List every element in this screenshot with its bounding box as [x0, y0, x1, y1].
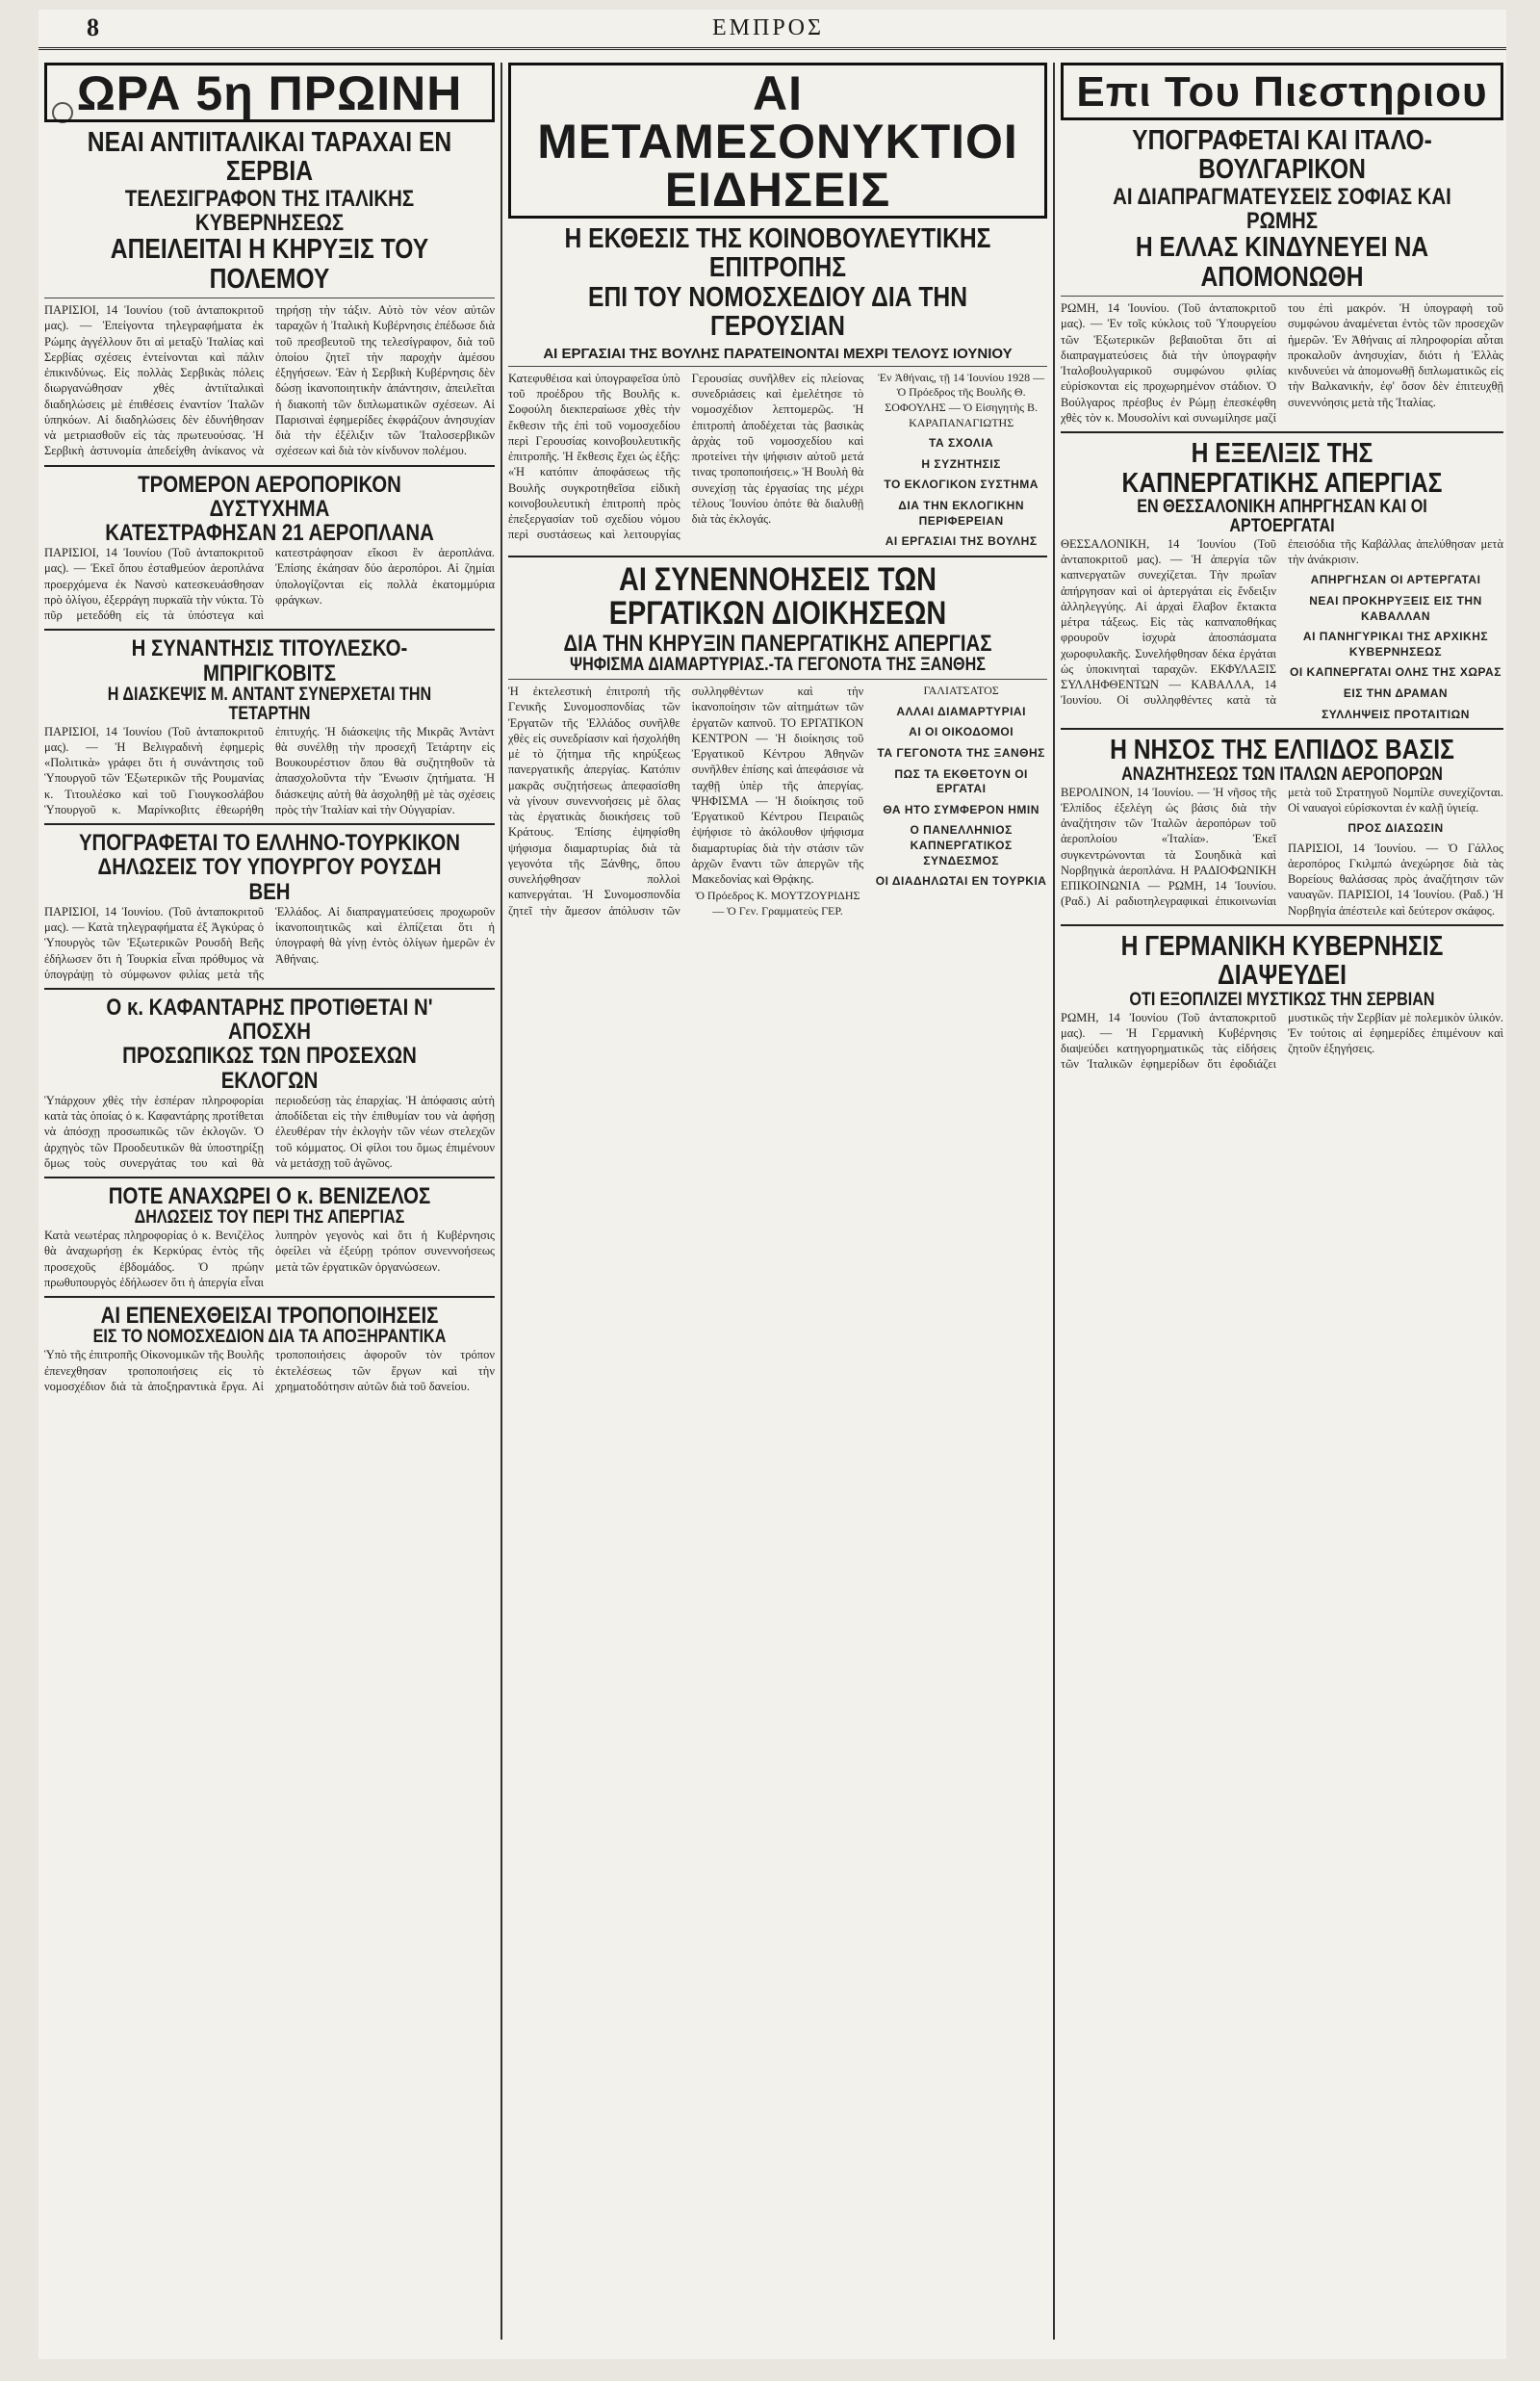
subheadline: ΔΗΛΩΣΕΙΣ ΤΟΥ ΥΠΟΥΡΓΟΥ ΡΟΥΣΔΗ ΒΕΗ	[97, 854, 442, 905]
divider	[44, 988, 495, 990]
newspaper-page	[38, 10, 1506, 2359]
section-heading: Ο ΠΑΝΕΛΛΗΝΙΟΣ ΚΑΠΝΕΡΓΑΤΙΚΟΣ ΣΥΝΔΕΣΜΟΣ	[910, 823, 1013, 867]
article-body: ΡΩΜΗ, 14 Ἰουνίου (Τοῦ ἀνταποκριτοῦ μας). — Ἡ Γερμανικὴ Κυβέρνησις διαψεύδει κατηγορηματικῶς τὰς εἰδήσεις τῶν Ἰταλικῶν ἐφημερίδων ὅτι ἐφοδιάζει μυστικῶς τὴν Σερβίαν μὲ πολεμικὸν ὑλικόν. Ἐν τούτοις αἱ ἐφημερίδες ἐπιμένουν καὶ ζητοῦν ἐξηγήσεις.	[1061, 1010, 1503, 1072]
article-body: ΠΑΡΙΣΙΟΙ, 14 Ἰουνίου (Τοῦ ἀνταποκριτοῦ μας). — Ἐκεῖ ὅπου ἐσταθμεύον ἀεροπλάνα προερχόμενα ἐκ Νανσὺ κατεσκευάσθησαν πρὸ ὀλίγου, ἐξερράγη πυρκαϊὰ τὴν νύκτα. Τὸ πῦρ μετεδόθη εἰς τὰ ὑπόστεγα καὶ κατεστράφησαν εἴκοσι ἓν ἀεροπλάνα. Ἐπίσης ἐκάησαν δύο ἀεροπόροι. Αἱ ζημίαι ὑπολογίζονται εἰς πολλὰ ἑκατομμύρια φράγκων.	[44, 546, 495, 623]
section-heading: ΠΡΟΣ ΔΙΑΣΩΣΙΝ	[1348, 821, 1444, 835]
section-title: ΑΙ ΜΕΤΑΜΕΣΟΝΥΚΤΙΟΙ ΕΙΔΗΣΕΙΣ	[508, 63, 1047, 219]
divider	[508, 556, 1047, 557]
column-divider	[500, 63, 502, 2340]
headline: Η ΝΗΣΟΣ ΤΗΣ ΕΛΠΙΔΟΣ ΒΑΣΙΣ	[1110, 735, 1454, 766]
divider	[44, 629, 495, 631]
headline: Η ΕΛΛΑΣ ΚΙΝΔΥΝΕΥΕΙ ΝΑ ΑΠΟΜΟΝΩΘΗ	[1135, 232, 1429, 293]
section-heading: ΑΙ ΕΡΓΑΣΙΑΙ ΤΗΣ ΒΟΥΛΗΣ	[885, 534, 1038, 549]
left-column	[44, 63, 495, 2340]
section-heading: ΝΕΑΙ ΠΡΟΚΗΡΥΞΕΙΣ ΕΙΣ ΤΗΝ ΚΑΒΑΛΛΑΝ	[1309, 593, 1482, 623]
divider	[1061, 296, 1503, 297]
middle-column	[508, 63, 1047, 2340]
article-body: ΠΑΡΙΣΙΟΙ, 14 Ἰουνίου (Τοῦ ἀνταποκριτοῦ μας). — Ἡ Βελιγραδινὴ ἐφημερὶς «Πολιτικὰ» γράφει ὅτι ἡ συνάντησις τοῦ Ὑπουργοῦ τῶν Ἐξωτερικῶν τῆς Ρουμανίας κ. Τιτουλέσκο καὶ τοῦ Γιουγκοσλάβου Ὑπουργοῦ κ. Μαρίνκοβιτς ἐθεωρήθη ἐπιτυχής. Ἡ διάσκεψις τῆς Μικρᾶς Ἀντὰντ θὰ συνέλθῃ τὴν προσεχῆ Τετάρτην εἰς Βουκουρέστιον ὅπου θὰ συζητηθοῦν τὰ ἀπασχολοῦντα τὴν Ἕνωσιν ζητήματα. Ἡ διάσκεψις αὐτὴ θὰ ἀσχοληθῇ μὲ τὰς σχέσεις πρὸς τὴν Ἰταλίαν καὶ τὴν Οὑγγαρίαν.	[44, 724, 495, 816]
headline: Η ΕΞΕΛΙΞΙΣ ΤΗΣ ΚΑΠΝΕΡΓΑΤΙΚΗΣ ΑΠΕΡΓΙΑΣ	[1121, 438, 1443, 499]
headline: ΑΙ ΕΠΕΝΕΧΘΕΙΣΑΙ ΤΡΟΠΟΠΟΙΗΣΕΙΣ	[100, 1303, 439, 1330]
article-body: ΠΑΡΙΣΙΟΙ, 14 Ἰουνίου (τοῦ ἀνταποκριτοῦ μας). — Ἐπείγοντα τηλεγραφήματα ἐκ Ρώμης ἀγγέλλουν ὅτι αἱ μεταξὺ Ἰταλίας καὶ Σερβίας σχέσεις ἐντείνονται καὶ πάλιν ἐπικινδύνως. Εἰς πολλὰς Σερβικὰς πόλεις διωργανώθησαν χθὲς ἀντιϊταλικαὶ διαδηλώσεις μὲ ἐπιθέσεις ἐναντίον Ἰταλῶν ὑπηκόων. Αἱ διαδηλώσεις δὲν ἐδυνήθησαν νὰ μετριασθοῦν εἰς τὰς πρωτευούσας. Ἡ Σερβικὴ ἀστυνομία ἀπεδείχθη ἀνίκανος νὰ τηρήσῃ τὴν τάξιν. Αὐτὸ τὸν νέον αὐτῶν ταραχῶν ἡ Ἰταλικὴ Κυβέρνησις ἐπέδωσε διὰ τοῦ πρεσβευτοῦ της τελεσίγραφον, διὰ τοῦ ὁποίου ζητεῖ τὴν παροχὴν ἀμέσου ἐξηγήσεων. Ἐὰν ἡ Σερβικὴ Κυβέρνησις δὲν δώσῃ ἱκανοποιητικὴν ἀπάντησιν, ἀπειλεῖται ἡ διακοπὴ τῶν διπλωματικῶν σχέσεων. Αἱ Παρισιναὶ ἐφημερίδες ἐκφράζουν ἀνησυχίαν διὰ τὴν ἐξέλιξιν τῶν Ἰταλοσερβικῶν σχέσεων καὶ διὰ τὸν κίνδυνον πολέμου.	[44, 303, 495, 458]
headline: ΑΙ ΔΙΑΠΡΑΓΜΑΤΕΥΣΕΙΣ ΣΟΦΙΑΣ ΚΑΙ ΡΩΜΗΣ	[1113, 183, 1451, 235]
headline: ΑΙ ΣΥΝΕΝΝΟΗΣΕΙΣ ΤΩΝ ΕΡΓΑΤΙΚΩΝ ΔΙΟΙΚΗΣΕΩΝ	[608, 560, 947, 633]
section-heading: ΤΟ ΕΚΛΟΓΙΚΟΝ ΣΥΣΤΗΜΑ	[884, 478, 1039, 492]
section-heading: ΑΠΗΡΓΗΣΑΝ ΟΙ ΑΡΤΕΡΓΑΤΑΙ	[1310, 573, 1481, 587]
divider	[44, 823, 495, 825]
subheadline: ΚΑΤΕΣΤΡΑΦΗΣΑΝ 21 ΑΕΡΟΠΛΑΝΑ	[105, 520, 434, 546]
article-body	[508, 684, 1047, 919]
divider	[44, 465, 495, 467]
divider	[44, 1296, 495, 1298]
subheadline: ΑΝΑΖΗΤΗΣΕΩΣ ΤΩΝ ΙΤΑΛΩΝ ΑΕΡΟΠΟΡΩΝ	[1121, 763, 1443, 785]
subheadline: ΨΗΦΙΣΜΑ ΔΙΑΜΑΡΤΥΡΙΑΣ.-ΤΑ ΓΕΓΟΝΟΤΑ ΤΗΣ ΞΑΝΘΗΣ	[570, 655, 986, 676]
article-text: ΘΕΣΣΑΛΟΝΙΚΗ, 14 Ἰουνίου (Τοῦ ἀνταποκριτοῦ μας). — Ἡ ἀπεργία τῶν καπνεργατῶν συνεχίζεται. Τὴν πρωΐαν ἀπήργησαν καὶ οἱ ἀρτεργάται εἰς ἔνδειξιν ἀλληλεγγύης. Αἱ ἀρχαὶ ἔλαβον ἔκτακτα μέτρα τάξεως. Εἰς τὰς καπναποθήκας φρουροῦν ἰσχυρὰ ἀποσπάσματα χωροφυλακῆς. Συνελήφθησαν δέκα ἐργάται ὡς ὑποκινηταὶ ταραχῶν. ΕΚΦΥΛΑΞΙΣ ΣΥΛΛΗΦΘΕΝΤΩΝ — ΚΑΒΑΛΛΑ, 14 Ἰουνίου. Οἱ συλληφθέντες κατὰ τὰ ἐπεισόδια τῆς Καβάλλας ἀπελύθησαν μετὰ τὴν ἀνάκρισιν.	[1061, 536, 1503, 708]
divider	[508, 679, 1047, 680]
headline: Ο κ. ΚΑΦΑΝΤΑΡΗΣ ΠΡΟΤΙΘΕΤΑΙ Ν' ΑΠΟΣΧΗ	[106, 995, 433, 1046]
headline: ΝΕΑΙ ΑΝΤΙΙΤΑΛΙΚΑΙ ΤΑΡΑΧΑΙ ΕΝ ΣΕΡΒΙΑ	[87, 127, 452, 188]
article-text: Ἡ ἐκτελεστικὴ ἐπιτροπὴ τῆς Γενικῆς Συνομοσπονδίας τῶν Ἐργατῶν τῆς Ἑλλάδος συνῆλθε χθὲς εἰς συνεδρίασιν καὶ ἠσχολήθη μὲ τὸ ζήτημα τῆς κηρύξεως πανεργατικῆς ἀπεργίας. Κατόπιν μακρᾶς συζητήσεως ἀπεφασίσθη νὰ γίνουν συνεννοήσεις μὲ ὅλας τὰς ἐργατικὰς διοικήσεις τοῦ Κράτους. Ἐπίσης ἐψηφίσθη ψήφισμα διαμαρτυρίας διὰ τὰ γεγονότα τῆς Ξάνθης, ὅπου συνελήφθησαν πολλοὶ καπνεργάται. Ἡ Συνομοσπονδία ζητεῖ τὴν ἄμεσον ἀπόλυσιν τῶν συλληφθέντων καὶ τὴν ἱκανοποίησιν τῶν αἰτημάτων τῶν ἐργατῶν καπνοῦ. ΤΟ ΕΡΓΑΤΙΚΟΝ ΚΕΝΤΡΟΝ — Ἡ διοίκησις τοῦ Ἐργατικοῦ Κέντρου Ἀθηνῶν συνῆλθεν ἐπίσης καὶ ἀπεφάσισε νὰ ταχθῇ ὑπὲρ τῆς ἀπεργίας. ΨΗΦΙΣΜΑ — Ἡ διοίκησις τοῦ Ἐργατικοῦ Κέντρου Πειραιῶς ἐψήφισε τὸ ἀκόλουθον ψήφισμα διαμαρτυρίας διὰ τὴν στάσιν τῶν ἀρχῶν ἔναντι τῶν ἀπεργῶν τῆς Μακεδονίας καὶ Θρᾴκης.	[508, 685, 864, 918]
section-heading: Η ΣΥΖΗΤΗΣΙΣ	[921, 456, 1001, 471]
article-text: Κατεφυθέισα καὶ ὑπογραφεῖσα ὑπὸ τοῦ προέδρου τῆς Βουλῆς κ. Σοφούλη διεκπεραίωσε χθὲς τὴν ἔκθεσιν τῆς ἐπὶ τοῦ νομοσχεδίου περὶ Γερουσίας κοινοβουλευτικῆς ἐπιτροπῆς. Ἡ ἔκθεσις ἔχει ὡς ἑξῆς: «Ἡ κατόπιν ἀποφάσεως τῆς Βουλῆς συγκροτηθεῖσα εἰδικὴ κοινοβουλευτικὴ ἐπιτροπὴ πρὸς ἐπεξεργασίαν τοῦ σχεδίου νόμου περὶ συστάσεως καὶ λειτουργίας Γερουσίας συνῆλθεν εἰς πλείονας συνεδριάσεις καὶ ἐμελέτησε τὸ νομοσχέδιον λεπτομερῶς. Ἡ ἐπιτροπὴ ἀποδέχεται τὰς βασικὰς ἀρχὰς τοῦ νομοσχεδίου καὶ προτείνει τὴν ψήφισιν αὐτοῦ μετά τινας τροποποιήσεις.» Ἡ Βουλὴ θὰ συνεχίσῃ τὰς ἐργασίας της μέχρι τέλους Ἰουνίου ὁπότε θὰ διαλυθῇ διὰ τὰς ἐκλογάς.	[508, 371, 864, 542]
divider	[1061, 431, 1503, 433]
section-title: Επι Του Πιεστηριου	[1061, 63, 1503, 120]
section-heading: ΑΙ ΠΑΝΗΓΥΡΙΚΑΙ ΤΗΣ ΑΡΧΙΚΗΣ ΚΥΒΕΡΝΗΣΕΩΣ	[1302, 630, 1489, 659]
section-title: ΩΡΑ 5η ΠΡΩΙΝΗ	[44, 63, 495, 122]
article-body: ΡΩΜΗ, 14 Ἰουνίου. (Τοῦ ἀνταποκριτοῦ μας). — Ἐν τοῖς κύκλοις τοῦ Ὑπουργείου τῶν Ἐξωτερικῶν βεβαιοῦται ὅτι αἱ διαπραγματεύσεις διὰ τὴν ὑπογραφὴν Ἰταλοβουλγαρικοῦ συμφώνου φιλίας εὑρίσκονται εἰς προχωρημένον στάδιον. Ὁ Βούλγαρος πρέσβυς ἐν Ρώμῃ ἐπεσκέφθη χθὲς τὸν κ. Μουσολίνι καὶ συνωμίλησε μαζί του ἐπὶ μακρόν. Ἡ ὑπογραφὴ τοῦ συμφώνου ἀναμένεται ἐντὸς τῶν προσεχῶν ἡμερῶν. Ἐν Ἀθήναις αἱ πληροφορίαι αὗται προκαλοῦν ἀνησυχίαν, διότι ἡ Ἑλλὰς κινδυνεύει νὰ ἀπομονωθῇ διπλωματικῶς εἰς τὴν Βαλκανικήν, ἐφ' ὅσον δὲν ἐπιτευχθῇ συνεννόησις μετὰ τῆς Ἰταλίας.	[1061, 301, 1503, 425]
headline: Η ΓΕΡΜΑΝΙΚΗ ΚΥΒΕΡΝΗΣΙΣ ΔΙΑΨΕΥΔΕΙ	[1120, 930, 1444, 992]
signature: Ὁ Πρόεδρος Κ. ΜΟΥΤΖΟΥΡΙΔΗΣ — Ὁ Γεν. Γραμματεὺς ΓΕΡ. ΓΑΛΙΑΤΣΑΤΟΣ	[695, 684, 999, 919]
article-text: ΠΑΡΙΣΙΟΙ, 14 Ἰουνίου. — Ὁ Γάλλος ἀεροπόρος Γκιλμπώ ἀνεχώρησε διὰ τὰς Βορείους θαλάσσας πρὸς ἀναζήτησιν τῶν ναυαγῶν. ΠΑΡΙΣΙΟΙ, 14 Ἰουνίου. (Ραδ.) Ἡ Νορβηγία ἀπέστειλε καὶ δεύτερον σκάφος.	[1288, 841, 1503, 918]
article-body: Ὑπὸ τῆς ἐπιτροπῆς Οἰκονομικῶν τῆς Βουλῆς ἐπενεχθησαν τροποποιήσεις εἰς τὸ νομοσχέδιον διὰ τὰ ἀποξηραντικὰ ἔργα. Αἱ τροποποιήσεις ἀφοροῦν τὸν τρόπον ἐκτελέσεως τῶν ἔργων καὶ τὴν χρηματοδότησιν αὐτῶν διὰ τοῦ δανείου.	[44, 1348, 495, 1393]
headline: ΕΠΙ ΤΟΥ ΝΟΜΟΣΧΕΔΙΟΥ ΔΙΑ ΤΗΝ ΓΕΡΟΥΣΙΑΝ	[587, 281, 968, 343]
section-heading: ΔΙΑ ΤΗΝ ΕΚΛΟΓΙΚΗΝ ΠΕΡΙΦΕΡΕΙΑΝ	[898, 498, 1024, 528]
section-heading: ΘΑ ΗΤΟ ΣΥΜΦΕΡΟΝ ΗΜΙΝ	[883, 802, 1040, 816]
column-divider	[1053, 63, 1055, 2340]
subheadline: ΔΗΛΩΣΕΙΣ ΤΟΥ ΠΕΡΙ ΤΗΣ ΑΠΕΡΓΙΑΣ	[134, 1207, 405, 1229]
divider	[508, 366, 1047, 367]
headline: ΤΡΟΜΕΡΟΝ ΑΕΡΟΠΟΡΙΚΟΝ ΔΥΣΤΥΧΗΜΑ	[138, 471, 401, 522]
subheadline: ΟΤΙ ΕΞΟΠΛΙΖΕΙ ΜΥΣΤΙΚΩΣ ΤΗΝ ΣΕΡΒΙΑΝ	[1129, 989, 1435, 1010]
section-heading: ΟΙ ΚΑΠΝΕΡΓΑΤΑΙ ΟΛΗΣ ΤΗΣ ΧΩΡΑΣ	[1290, 665, 1502, 680]
headline: ΤΕΛΕΣΙΓΡΑΦΟΝ ΤΗΣ ΙΤΑΛΙΚΗΣ ΚΥΒΕΡΝΗΣΕΩΣ	[124, 185, 415, 237]
article-body	[1061, 536, 1503, 722]
subheadline: Η ΔΙΑΣΚΕΨΙΣ Μ. ΑΝΤΑΝΤ ΣΥΝΕΡΧΕΤΑΙ ΤΗΝ ΤΕΤΑΡΤΗΝ	[107, 684, 432, 724]
divider	[1061, 728, 1503, 730]
section-heading: ΑΙ ΟΙ ΟΙΚΟΔΟΜΟΙ	[909, 725, 1014, 739]
article-body	[1061, 785, 1503, 919]
headline: ΥΠΟΓΡΑΦΕΤΑΙ ΤΟ ΕΛΛΗΝΟ-ΤΟΥΡΚΙΚΟΝ	[78, 830, 461, 857]
headline: ΑΠΕΙΛΕΙΤΑΙ Η ΚΗΡΥΞΙΣ ΤΟΥ ΠΟΛΕΜΟΥ	[110, 234, 429, 295]
article-body	[508, 371, 1047, 550]
subheadline: ΔΙΑ ΤΗΝ ΚΗΡΥΞΙΝ ΠΑΝΕΡΓΑΤΙΚΗΣ ΑΠΕΡΓΙΑΣ	[563, 631, 992, 658]
headline: Η ΣΥΝΑΝΤΗΣΙΣ ΤΙΤΟΥΛΕΣΚΟ-ΜΠΡΙΓΚΟΒΙΤΣ	[131, 635, 408, 686]
article-body: ΠΑΡΙΣΙΟΙ, 14 Ἰουνίου. (Τοῦ ἀνταποκριτοῦ μας). — Κατὰ τηλεγραφήματα ἐξ Ἀγκύρας ὁ Ὑπουργὸς τῶν Ἐξωτερικῶν Ρουσδὴ Βεῆς ἐδήλωσεν ὅτι ἡ Τουρκία εἶναι πρόθυμος νὰ ὑπογράψῃ τὸ σύμφωνον φιλίας μετὰ τῆς Ἑλλάδος. Αἱ διαπραγματεύσεις προχωροῦν ἱκανοποιητικῶς καὶ ἐλπίζεται ὅτι ἡ ὑπογραφὴ θὰ γίνῃ ἐντὸς ὀλίγων ἡμερῶν ἐν Ἀθήναις.	[44, 904, 495, 981]
headline: ΥΠΟΓΡΑΦΕΤΑΙ ΚΑΙ ΙΤΑΛΟ-ΒΟΥΛΓΑΡΙΚΟΝ	[1132, 125, 1432, 186]
section-heading: ΑΛΛΑΙ ΔΙΑΜΑΡΤΥΡΙΑΙ	[896, 704, 1026, 718]
headline: ΠΟΤΕ ΑΝΑΧΩΡΕΙ Ο κ. ΒΕΝΙΖΕΛΟΣ	[108, 1183, 431, 1209]
section-heading: ΠΩΣ ΤΑ ΕΚΘΕΤΟΥΝ ΟΙ ΕΡΓΑΤΑΙ	[894, 766, 1028, 796]
section-heading: ΤΑ ΓΕΓΟΝΟΤΑ ΤΗΣ ΞΑΝΘΗΣ	[877, 745, 1045, 760]
article-text: ΒΕΡΟΛΙΝΟΝ, 14 Ἰουνίου. — Ἡ νῆσος τῆς Ἐλπίδος ἐξελέγη ὡς βάσις διὰ τὴν ἀναζήτησιν τῶν Ἰταλῶν ἀεροπόρων τοῦ ἀεροπλοίου «Ἰταλία». Ἐκεῖ συγκεντρώνονται τὰ Σουηδικὰ καὶ Νορβηγικὰ ἀεροπλάνα. Η ΡΑΔΙΟΦΩΝΙΚΗ ΕΠΙΚΟΙΝΩΝΙΑ — ΡΩΜΗ, 14 Ἰουνίου. (Ραδ.) Αἱ ραδιοτηλεγραφικαὶ ἐπικοινωνίαι μετὰ τοῦ Στρατηγοῦ Νομπίλε συνεχίζονται. Οἱ ναυαγοὶ εὑρίσκονται ἐν καλῇ ὑγιείᾳ.	[1061, 785, 1503, 909]
divider	[44, 1177, 495, 1178]
page-header	[38, 10, 1506, 50]
signature: Ἐν Ἀθήναις, τῇ 14 Ἰουνίου 1928 — Ὁ Πρόεδρος τῆς Βουλῆς Θ. ΣΟΦΟΥΛΗΣ — Ὁ Εἰσηγητὴς Β. ΚΑΡΑΠΑΝΑΓΙΩΤΗΣ	[878, 370, 1045, 429]
right-column	[1061, 63, 1503, 2340]
subheadline: ΕΝ ΘΕΣΣΑΛΟΝΙΚΗ ΑΠΗΡΓΗΣΑΝ ΚΑΙ ΟΙ ΑΡΤΟΕΡΓΑΤΑΙ	[1137, 497, 1427, 536]
subheadline: ΠΡΟΣΩΠΙΚΩΣ ΤΩΝ ΠΡΟΣΕΧΩΝ ΕΚΛΟΓΩΝ	[122, 1043, 417, 1094]
page-number: 8	[87, 13, 99, 41]
section-heading: ΕΙΣ ΤΗΝ ΔΡΑΜΑΝ	[1343, 686, 1449, 700]
section-heading: ΟΙ ΔΙΑΔΗΛΩΤΑΙ ΕΝ ΤΟΥΡΚΙΑ	[875, 874, 1047, 889]
divider	[1061, 924, 1503, 926]
newspaper-name: ΕΜΠΡΟΣ	[712, 15, 824, 40]
section-heading: ΣΥΛΛΗΨΕΙΣ ΠΡΟΤΑΙΤΙΩΝ	[1322, 707, 1470, 721]
article-body: Κατὰ νεωτέρας πληροφορίας ὁ κ. Βενιζέλος θὰ ἀναχωρήσῃ ἐκ Κερκύρας ἐντὸς τῆς προσεχοῦς ἑβδομάδος. Ὁ πρώην πρωθυπουργὸς ἐδήλωσεν ὅτι ἡ ἀπεργία εἶναι λυπηρὸν γεγονὸς καὶ ὅτι ἡ Κυβέρνησις ὀφείλει νὰ ἐξεύρῃ τρόπον συνεννοήσεως μετὰ τῶν ἐργατικῶν ὀργανώσεων.	[44, 1229, 495, 1289]
section-heading: ΤΑ ΣΧΟΛΙΑ	[929, 436, 994, 451]
subheadline: ΕΙΣ ΤΟ ΝΟΜΟΣΧΕΔΙΟΝ ΔΙΑ ΤΑ ΑΠΟΞΗΡΑΝΤΙΚΑ	[92, 1327, 447, 1348]
article-body: Ὑπάρχουν χθὲς τὴν ἑσπέραν πληροφορίαι κατὰ τὰς ὁποίας ὁ κ. Καφαντάρης προτίθεται νὰ ἀπόσχῃ προσωπικῶς τῶν ἐκλογῶν. Ὁ ἀρχηγὸς τῶν Προοδευτικῶν θὰ ὑποστηρίξῃ ὅμως τοὺς συνεργάτας του καὶ θὰ περιοδεύσῃ τὰς ἐπαρχίας. Ἡ ἀπόφασις αὐτὴ ἀποδίδεται εἰς τὴν ἐπιθυμίαν του νὰ ἀφήσῃ ἐλευθέραν τὴν ἐκλογὴν τῶν νέων στελεχῶν τοῦ κόμματος. Οἱ φίλοι του ὅμως ἐπιμένουν νὰ μετάσχῃ τοῦ ἀγῶνος.	[44, 1093, 495, 1170]
subheadline: ΑΙ ΕΡΓΑΣΙΑΙ ΤΗΣ ΒΟΥΛΗΣ ΠΑΡΑΤΕΙΝΟΝΤΑΙ ΜΕΧΡΙ ΤΕΛΟΥΣ ΙΟΥΝΙΟΥ	[543, 345, 1013, 362]
headline: Η ΕΚΘΕΣΙΣ ΤΗΣ ΚΟΙΝΟΒΟΥΛΕΥΤΙΚΗΣ ΕΠΙΤΡΟΠΗΣ	[564, 223, 991, 284]
